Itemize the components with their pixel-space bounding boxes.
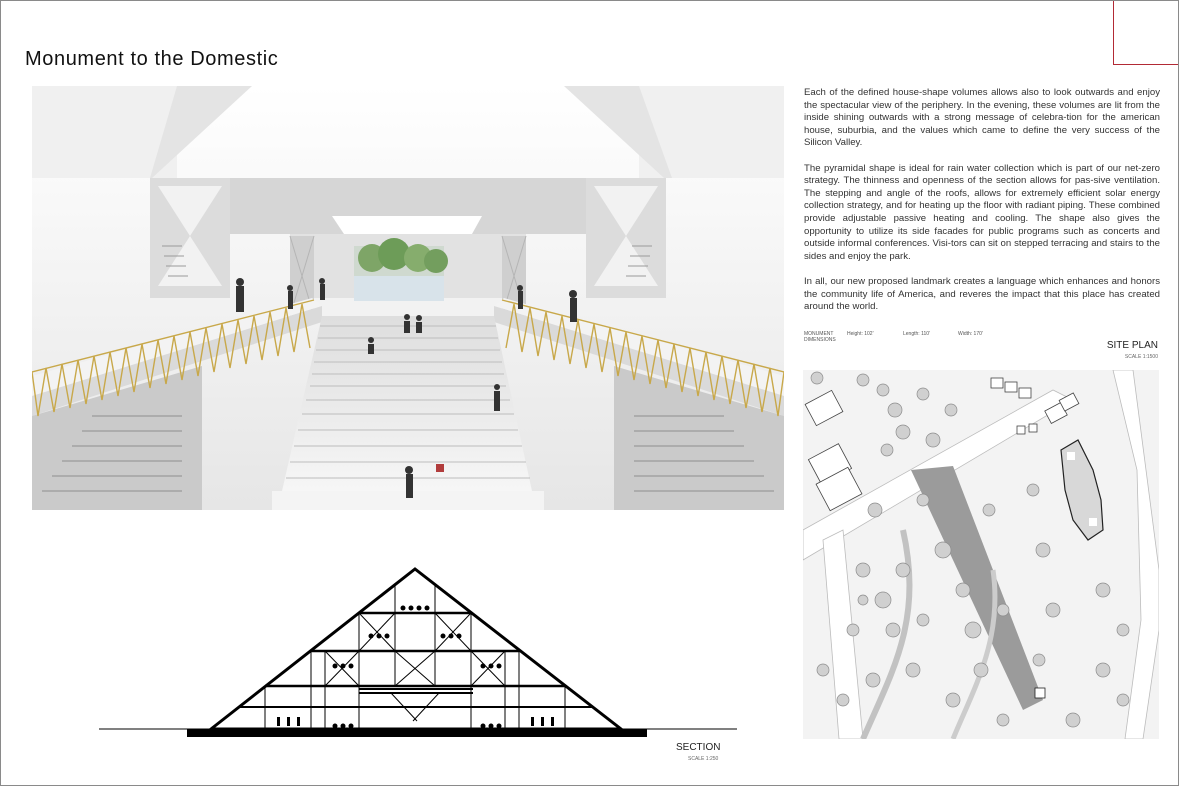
section-scale: SCALE 1:250: [688, 756, 719, 762]
dimension-height: Height: 102': [847, 331, 874, 337]
section-title: SECTION: [676, 742, 721, 753]
paragraph-3: In all, our new proposed landmark creates a language which enhances and honors the community life of America, and reveres the impact that this place has created around the world.: [804, 275, 1160, 313]
corner-accent-frame: [1113, 1, 1178, 65]
dimension-width: Width: 170': [958, 331, 983, 337]
paragraph-1: Each of the defined house-shape volumes allows also to look outwards and enjoy the spectacular view of the periphery. In the evening, these volumes are lit from the inside shining outwards with a strong message of celebra-tion for the american house, suburbia, and the values which came to define the very success of the Silicon Valley.: [804, 87, 1160, 149]
site-plan-title: SITE PLAN: [1106, 340, 1158, 351]
site-plan-scale: SCALE 1:1500: [1124, 354, 1158, 360]
interior-render-image: [32, 86, 784, 510]
paragraph-2: The pyramidal shape is ideal for rain water collection which is part of our net-zero strategy. The thinness and openness of the section allows for pas-sive ventilation. The stepping and angle of the roofs, allows for extremely efficient solar energy collection strategy, and for heating up the floor with radiant piping. These combined provide adjustable passive heating and cooling. The shape also gives the opportunity to utilize its side facades for public programs such as concerts and outside informal conferences. Visi-tors can sit on stepped terracing and stairs to the sides and enjoy the park.: [804, 162, 1160, 262]
dimensions-label: MONUMENT DIMENSIONS: [804, 331, 836, 343]
site-plan-drawing: [803, 370, 1159, 739]
section-drawing: [91, 561, 751, 751]
dimension-length: Length: 110': [903, 331, 930, 337]
page-title: Monument to the Domestic: [25, 48, 279, 71]
description-text: [804, 87, 1160, 326]
